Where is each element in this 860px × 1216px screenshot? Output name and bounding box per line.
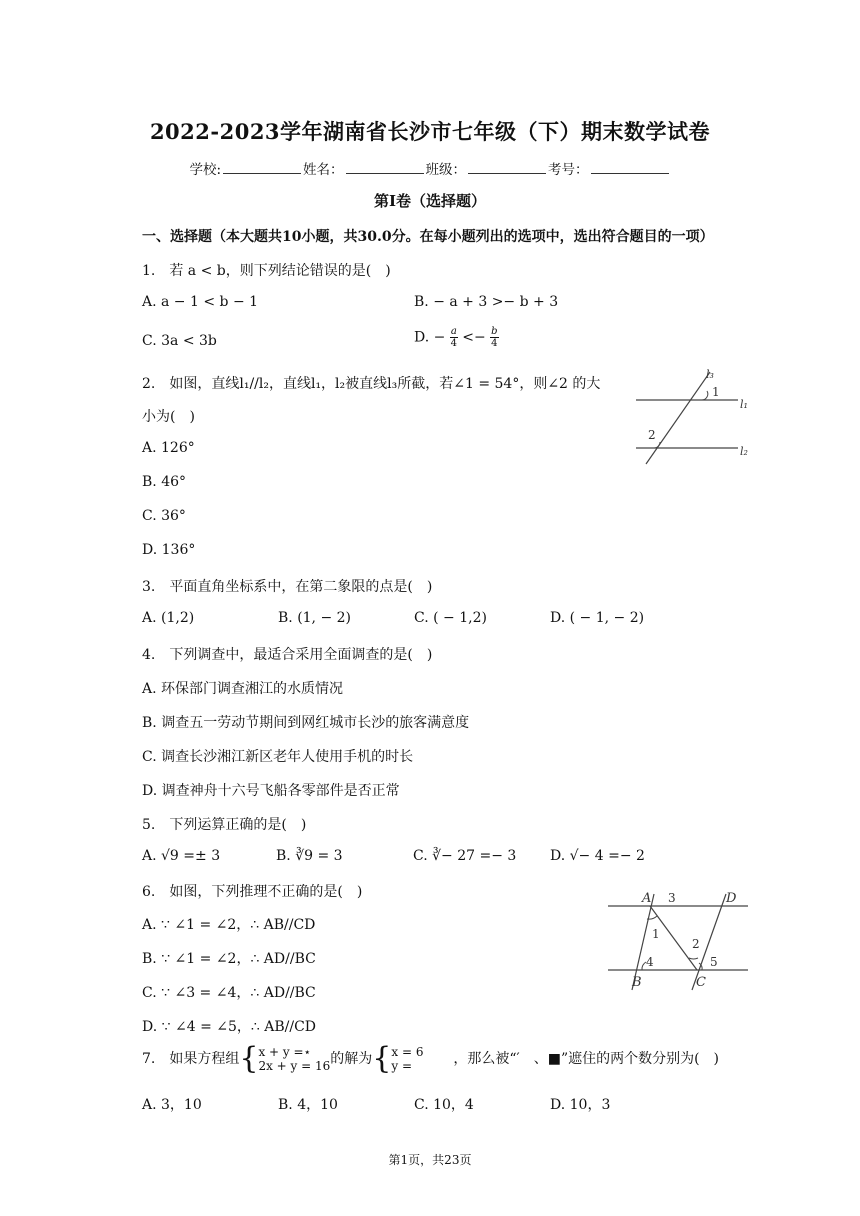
q1-option-a: A. a − 1 < b − 1 [142, 294, 259, 310]
brace: { [372, 1041, 392, 1076]
q7-stem-mid: 的解为 [330, 1051, 373, 1067]
q3-option-b: B. (1, − 2) [278, 610, 352, 626]
fraction-denominator: 4 [491, 338, 498, 349]
label-b: B [632, 975, 642, 990]
q7-stem-end: ，那么被“′ 、■”遮住的两个数分别为( ) [453, 1051, 720, 1067]
name-label: 姓名： [303, 162, 344, 178]
q2-option-b: B. 46° [142, 474, 187, 490]
q6-option-c: C. ∵ ∠3 = ∠4，∴ AD//BC [142, 985, 316, 1001]
q1-fraction-b [490, 326, 498, 349]
q1-stem: 1. 若 a < b，则下列结论错误的是( ) [142, 263, 391, 279]
q4-option-a: A. 环保部门调查湘江的水质情况 [142, 681, 344, 697]
q1-option-c: C. 3a < 3b [142, 333, 217, 349]
page-footer: 第1页，共23页 [388, 1153, 472, 1167]
q6-option-a: A. ∵ ∠1 = ∠2，∴ AB//CD [142, 917, 316, 933]
q1-option-d-mid: <− [462, 329, 486, 346]
number-label: 考号： [548, 162, 589, 178]
q7-stem [142, 1041, 720, 1076]
section-heading: 一、选择题（本大题共10小题，共30.0分。在每小题列出的选项中，选出符合题目的一项） [142, 229, 714, 245]
q7-solution [391, 1045, 453, 1073]
q6-geometry-figure [606, 884, 751, 994]
q6-stem: 6. 如图，下列推理不正确的是( ) [142, 884, 363, 900]
school-blank[interactable] [223, 161, 301, 174]
class-blank[interactable] [468, 161, 546, 174]
label-angle1: 1 [712, 385, 720, 399]
angle2-arc [654, 442, 660, 448]
label-angle3: 3 [668, 891, 676, 905]
class-label: 班级： [425, 162, 467, 178]
name-blank[interactable] [346, 161, 424, 174]
q2-option-c: C. 36° [142, 508, 186, 524]
q2-stem-line2: 小为( ) [142, 409, 195, 425]
label-angle2: 2 [692, 937, 700, 951]
brace: { [239, 1041, 259, 1076]
label-l2: l₂ [740, 445, 748, 458]
q1-option-b: B. − a + 3 >− b + 3 [414, 294, 559, 310]
q7-sol2: y = [391, 1059, 413, 1073]
label-d: D [726, 891, 737, 906]
q1-fraction-a [450, 326, 458, 349]
label-angle4: 4 [646, 955, 654, 969]
label-angle1: 1 [652, 927, 660, 941]
q5-stem: 5. 下列运算正确的是( ) [142, 817, 307, 833]
label-l1: l₁ [740, 398, 748, 411]
line-l3 [646, 372, 710, 464]
q5-option-b: B. ∛9 = 3 [276, 848, 343, 864]
label-angle5: 5 [710, 955, 718, 969]
q7-equation-system [258, 1045, 330, 1073]
school-label: 学校: [189, 162, 222, 178]
q5-option-d: D. √− 4 =− 2 [550, 848, 645, 864]
q2-stem-line1: 2. 如图，直线l₁//l₂，直线l₁，l₂被直线l₃所截，若∠1 = 54°，则∠2 的大 [142, 376, 601, 392]
q7-eq2: 2x + y = 16 [258, 1059, 331, 1073]
q4-option-c: C. 调查长沙湘江新区老年人使用手机的时长 [142, 749, 414, 765]
q3-option-d: D. ( − 1, − 2) [550, 610, 645, 626]
q2-option-d: D. 136° [142, 542, 196, 558]
angle2-arc [689, 958, 698, 959]
fraction-numerator: b [491, 326, 498, 337]
q7-option-b: B. 4，10 [278, 1097, 338, 1113]
q4-option-d: D. 调查神舟十六号飞船各零部件是否正常 [142, 783, 400, 799]
q3-option-a: A. (1,2) [142, 610, 195, 626]
number-blank[interactable] [591, 161, 669, 174]
q6-option-d: D. ∵ ∠4 = ∠5，∴ AB//CD [142, 1019, 317, 1035]
angle1-arc [702, 391, 708, 400]
q4-option-b: B. 调查五一劳动节期间到网红城市长沙的旅客满意度 [142, 715, 470, 731]
q2-parallel-lines-figure [630, 366, 755, 466]
q3-option-c: C. ( − 1,2) [414, 610, 487, 626]
q2-option-a: A. 126° [142, 440, 195, 456]
q7-stem-start: 7. 如果方程组 [142, 1051, 240, 1067]
label-a: A [642, 891, 652, 906]
page-title: 2022-2023学年湖南省长沙市七年级（下）期末数学试卷 [149, 119, 711, 144]
q7-eq1: x + y =⋆ [258, 1045, 312, 1059]
label-angle2: 2 [648, 428, 656, 442]
fraction-denominator: 4 [450, 338, 457, 349]
student-info-line [0, 158, 860, 178]
fraction-numerator: a [450, 326, 457, 337]
q4-stem: 4. 下列调查中，最适合采用全面调查的是( ) [142, 647, 433, 663]
q6-option-b: B. ∵ ∠1 = ∠2，∴ AD//BC [142, 951, 316, 967]
q5-option-a: A. √9 =± 3 [142, 848, 221, 864]
q7-option-c: C. 10，4 [414, 1097, 474, 1113]
q5-option-c: C. ∛− 27 =− 3 [413, 848, 517, 864]
q7-option-d: D. 10，3 [550, 1097, 611, 1113]
q1-option-d [414, 326, 499, 349]
part-heading: 第I卷（选择题） [373, 192, 487, 210]
q1-option-d-prefix: D. − [414, 329, 446, 346]
q3-stem: 3. 平面直角坐标系中，在第二象限的点是( ) [142, 579, 433, 595]
q7-sol1: x = 6 [391, 1045, 424, 1059]
q7-option-a: A. 3，10 [142, 1097, 202, 1113]
label-l3: l₃ [706, 368, 714, 381]
label-c: C [696, 975, 706, 990]
